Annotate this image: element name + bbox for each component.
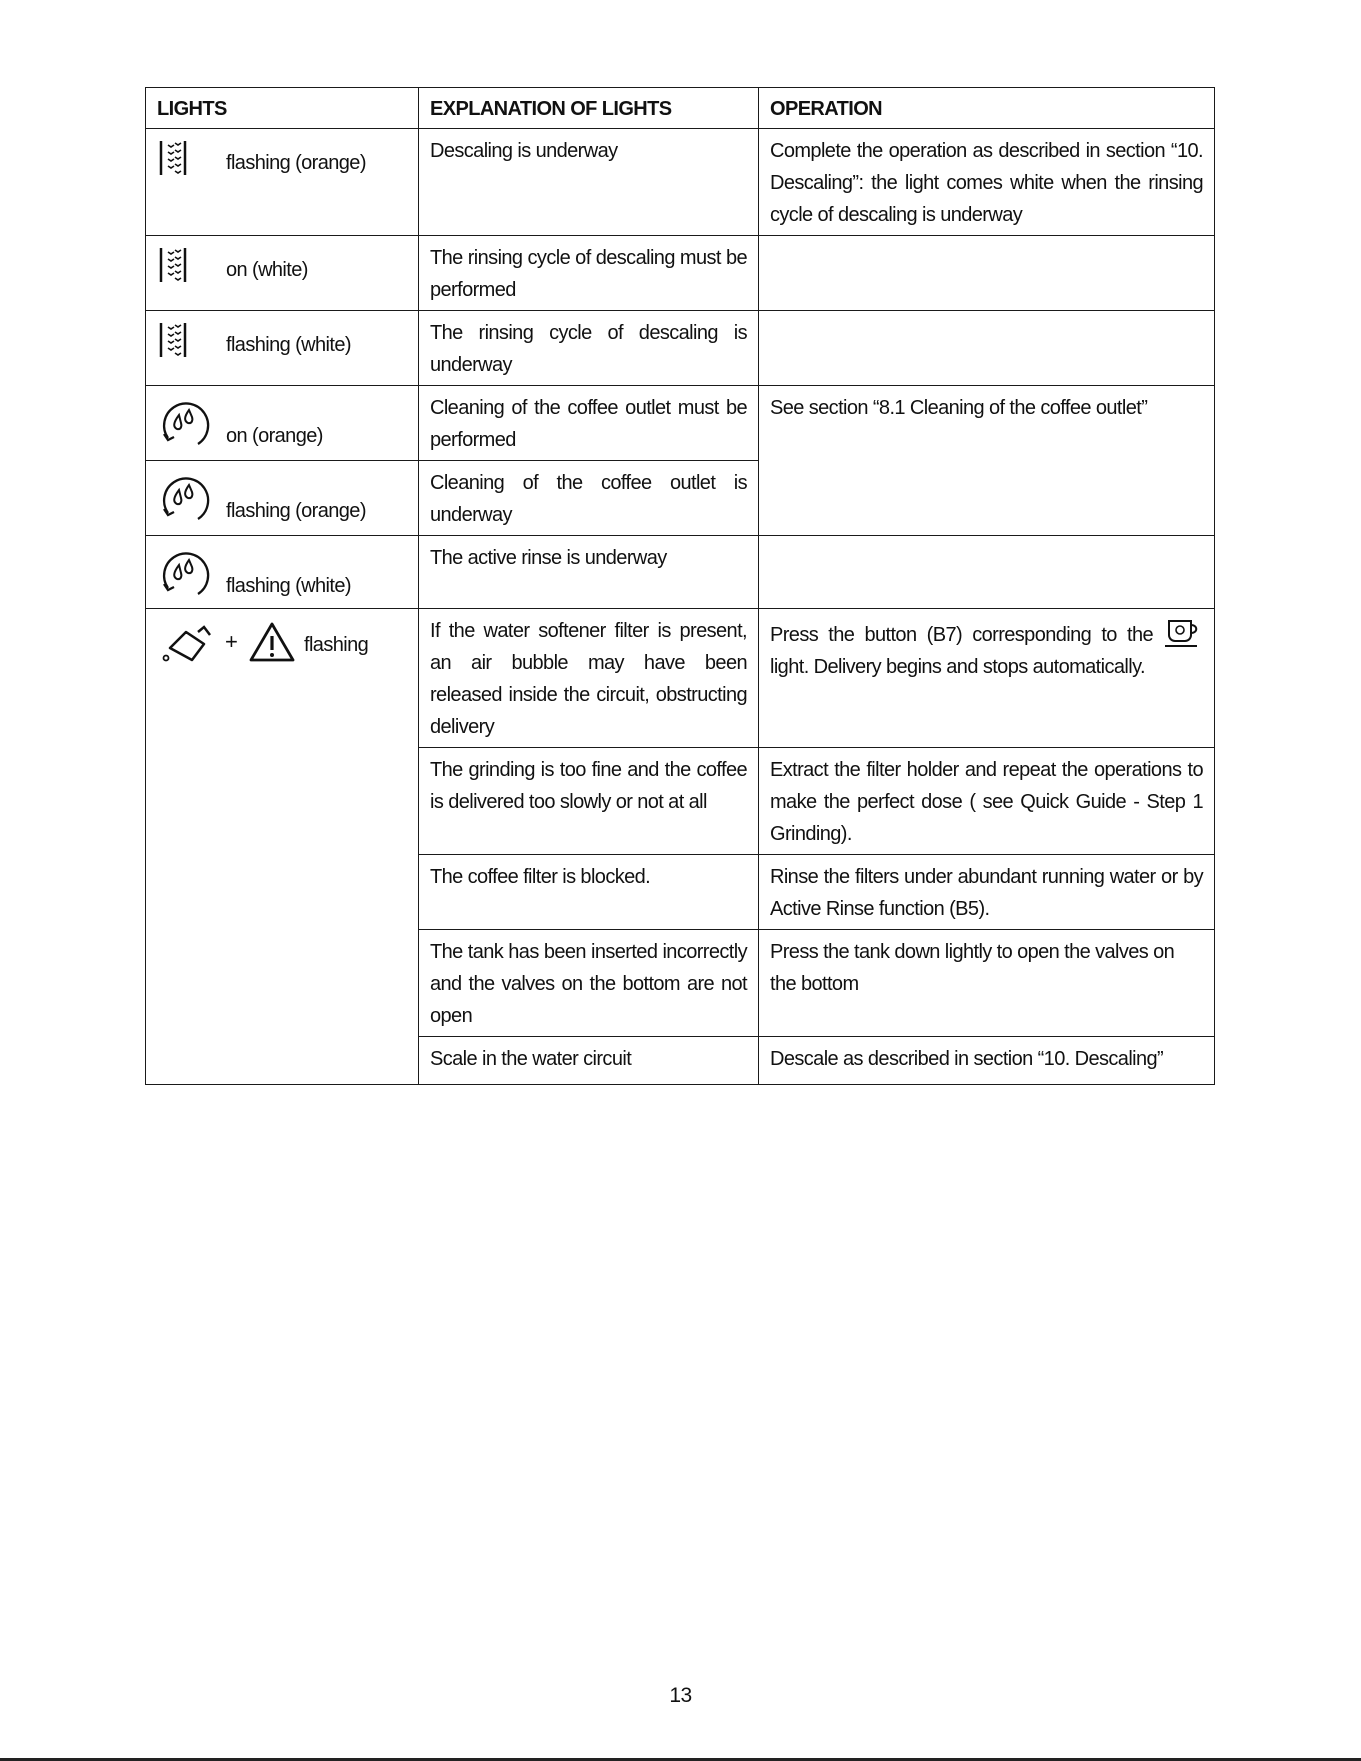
table-row <box>146 129 1215 236</box>
page-number: 13 <box>669 1684 692 1707</box>
table-row <box>146 386 1215 461</box>
light-state: flashing (white) <box>226 334 351 356</box>
explanation-cell: Scale in the water circuit <box>419 1037 759 1085</box>
operation-cell: See section “8.1 Cleaning of the coffee outlet” <box>759 386 1215 536</box>
table-row <box>146 609 1215 748</box>
explanation-cell: The rinsing cycle of descaling must be performed <box>419 236 759 311</box>
light-cell <box>146 536 419 609</box>
operation-cell: Rinse the filters under abundant running water or by Active Rinse function (B5). <box>759 855 1215 930</box>
descaling-icon <box>158 246 188 284</box>
explanation-cell: Cleaning of the coffee outlet must be performed <box>419 386 759 461</box>
light-cell <box>146 129 419 236</box>
explanation-cell: The rinsing cycle of descaling is underway <box>419 311 759 386</box>
water-tank-warning-icon: + <box>162 621 296 663</box>
operation-cell <box>759 311 1215 386</box>
table-row <box>146 311 1215 386</box>
light-cell <box>146 236 419 311</box>
light-cell <box>146 461 419 536</box>
light-state: flashing (orange) <box>226 152 366 174</box>
coffee-outlet-cleaning-icon <box>158 548 212 602</box>
operation-cell <box>759 236 1215 311</box>
operation-cell: Press the tank down lightly to open the valves on the bottom <box>759 930 1215 1037</box>
light-cell <box>146 386 419 461</box>
table-header-row <box>146 88 1215 129</box>
hot-water-cup-icon <box>1163 617 1203 659</box>
table-row <box>146 536 1215 609</box>
header-operation: OPERATION <box>759 88 1215 129</box>
operation-text: Press the button (B7) corresponding to the light. Delivery begins and stops automatically. <box>770 624 1153 678</box>
light-state: flashing <box>304 634 369 656</box>
coffee-outlet-cleaning-icon <box>158 398 212 452</box>
descaling-icon <box>158 139 188 177</box>
operation-cell: Complete the operation as described in section “10. Descaling”: the light comes white when the rinsing cycle of descaling is underway <box>759 129 1215 236</box>
light-state: on (white) <box>226 259 308 281</box>
table-row <box>146 236 1215 311</box>
light-cell <box>146 609 419 1085</box>
operation-cell: Extract the filter holder and repeat the operations to make the perfect dose ( see Quick Guide - Step 1 Grinding). <box>759 748 1215 855</box>
operation-cell <box>759 536 1215 609</box>
header-lights: LIGHTS <box>146 88 419 129</box>
explanation-cell: The grinding is too fine and the coffee is delivered too slowly or not at all <box>419 748 759 855</box>
explanation-cell: The tank has been inserted incorrectly and the valves on the bottom are not open <box>419 930 759 1037</box>
water-tank-icon <box>162 622 214 662</box>
descaling-icon <box>158 321 188 359</box>
coffee-outlet-cleaning-icon <box>158 473 212 527</box>
explanation-cell: The coffee filter is blocked. <box>419 855 759 930</box>
lights-table <box>145 87 1215 1085</box>
explanation-cell: Cleaning of the coffee outlet is underway <box>419 461 759 536</box>
operation-cell <box>759 609 1215 748</box>
light-state: flashing (white) <box>226 575 351 597</box>
explanation-cell: The active rinse is underway <box>419 536 759 609</box>
light-cell <box>146 311 419 386</box>
explanation-cell: Descaling is underway <box>419 129 759 236</box>
header-explanation: EXPLANATION OF LIGHTS <box>419 88 759 129</box>
light-state: flashing (orange) <box>226 500 366 522</box>
operation-cell: Descale as described in section “10. Descaling” <box>759 1037 1215 1085</box>
warning-icon <box>248 621 296 663</box>
explanation-cell: If the water softener filter is present, an air bubble may have been released inside the circuit, obstructing delivery <box>419 609 759 748</box>
light-state: on (orange) <box>226 425 323 447</box>
